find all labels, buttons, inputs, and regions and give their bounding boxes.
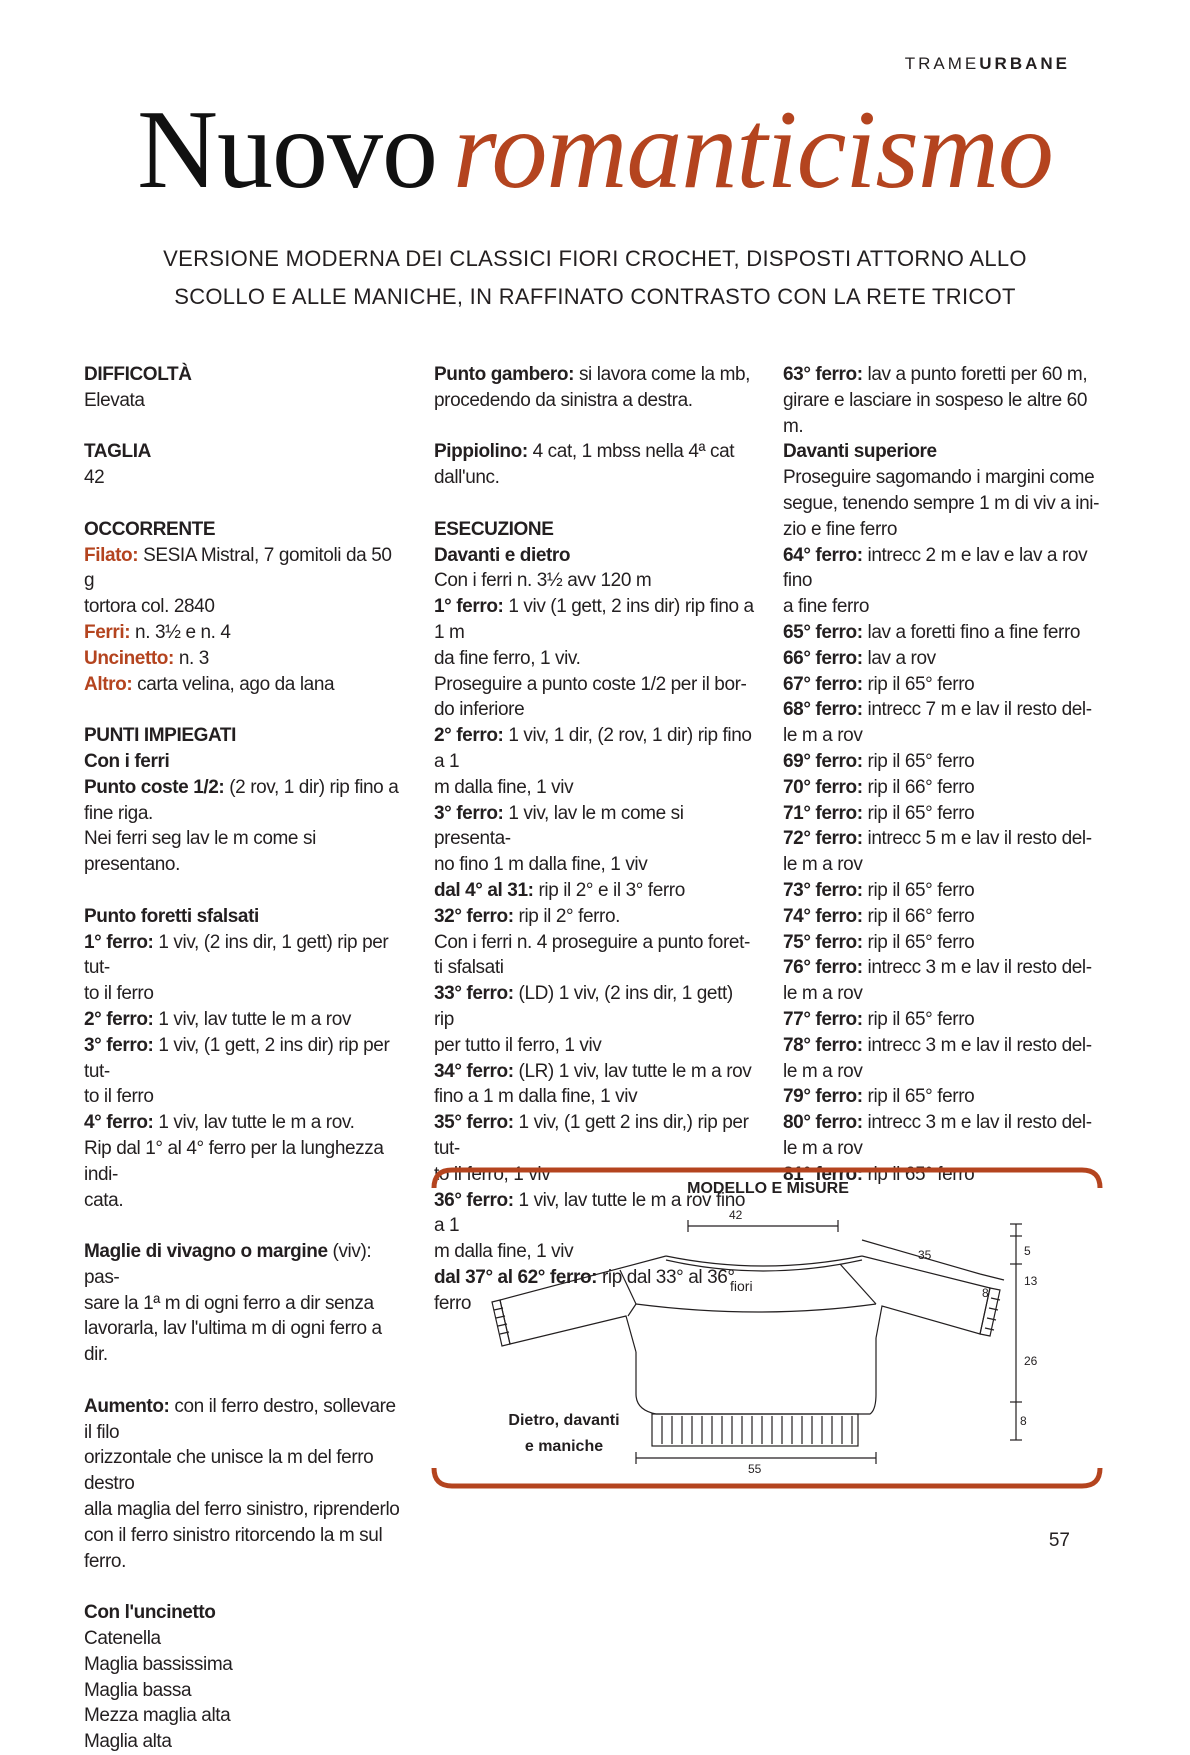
labeled-line — [783, 362, 1105, 388]
spacer — [84, 697, 406, 723]
line-label: Maglie di vivagno o margine — [84, 1241, 328, 1263]
body-line: Rip dal 1° al 4° ferro per la lunghezza indi- — [84, 1137, 384, 1185]
line-text: rip il 2° ferro. — [513, 905, 621, 927]
line-text: intrecc 3 m e lav il resto del- — [862, 957, 1092, 979]
section-tag-light: TRAME — [904, 54, 980, 73]
line-label: 3° ferro: — [84, 1034, 154, 1056]
labeled-line — [434, 362, 756, 388]
labeled-line — [434, 981, 756, 1033]
section-heading: Punto foretti sfalsati — [84, 905, 259, 927]
measure-8: 8 — [1020, 1414, 1027, 1428]
body-line: le m a rov — [783, 983, 863, 1005]
section-heading: PUNTI IMPIEGATI — [84, 725, 236, 747]
line-label: 36° ferro: — [434, 1189, 514, 1211]
line-text: carta velina, ago da lana — [132, 673, 335, 695]
line-label: 67° ferro: — [783, 673, 863, 695]
line-text: con il ferro destro, sollevare il filo — [84, 1395, 396, 1443]
labeled-line — [783, 697, 1105, 723]
body-line: segue, tenendo sempre 1 m di viv a ini- — [783, 492, 1100, 514]
line-label: Punto coste 1/2: — [84, 776, 225, 798]
measure-13: 13 — [1024, 1274, 1038, 1288]
line-label: dal 37° al 62° ferro: — [434, 1266, 598, 1288]
body-line: Maglia bassa — [84, 1679, 192, 1701]
line-text: 4 cat, 1 mbss nella 4ª cat — [527, 441, 735, 463]
line-text: rip il 65° ferro — [862, 673, 975, 695]
labeled-line — [434, 878, 756, 904]
line-label: 63° ferro: — [783, 364, 863, 385]
body-line: zio e fine ferro — [783, 518, 897, 540]
line-label: 32° ferro: — [434, 905, 514, 927]
spacer — [84, 414, 406, 440]
labeled-line — [434, 801, 756, 853]
labeled-line — [783, 801, 1105, 827]
line-text: rip il 2° e il 3° ferro — [533, 879, 685, 901]
line-text: (LR) 1 viv, lav tutte le m a rov — [513, 1060, 752, 1082]
line-label: 74° ferro: — [783, 905, 863, 927]
title-part1: Nuovo — [137, 88, 438, 212]
line-text: 1 viv, lav tutte le m a rov — [153, 1008, 351, 1030]
body-line: ti sfalsati — [434, 957, 504, 979]
labeled-line — [84, 930, 406, 982]
labeled-line — [84, 646, 406, 672]
line-label: Aumento: — [84, 1395, 170, 1417]
line-label: 69° ferro: — [783, 750, 863, 772]
body-line: to il ferro — [84, 983, 154, 1005]
bottom-width-label: 55 — [748, 1462, 762, 1476]
spacer — [434, 491, 756, 517]
spacer — [84, 1574, 406, 1600]
frame-bottom — [434, 1468, 1100, 1486]
neck-width-label: 42 — [729, 1208, 743, 1222]
line-text: rip dal 33° al 36° ferro — [434, 1266, 735, 1314]
line-label: 65° ferro: — [783, 621, 863, 643]
spacer — [84, 1213, 406, 1239]
line-text: rip il 66° ferro — [862, 776, 975, 798]
line-text: n. 3½ e n. 4 — [130, 621, 231, 643]
labeled-line — [783, 1110, 1105, 1136]
line-label: 78° ferro: — [783, 1034, 863, 1056]
line-text: (LD) 1 viv, (2 ins dir, 1 gett) rip — [434, 983, 733, 1030]
body-line: Proseguire a punto coste 1/2 per il bor- — [434, 673, 747, 695]
body-line: con il ferro sinistro ritorcendo la m sul ferro. — [84, 1524, 383, 1572]
page-title — [0, 88, 1190, 212]
line-text: 1 viv, 1 dir, (2 rov, 1 dir) rip fino a 1 — [434, 725, 752, 772]
section-heading: Davanti e dietro — [434, 544, 571, 566]
labeled-line — [783, 930, 1105, 956]
labeled-line — [434, 439, 756, 465]
line-label: 3° ferro: — [434, 802, 504, 824]
labeled-line — [783, 775, 1105, 801]
labeled-line — [434, 594, 756, 646]
line-text: rip il 65° ferro — [862, 802, 975, 824]
line-text: 1 viv, (1 gett 2 ins dir,) rip per tut- — [434, 1112, 749, 1159]
labeled-line — [783, 620, 1105, 646]
line-text: n. 3 — [173, 647, 209, 669]
line-label: Filato: — [84, 544, 139, 566]
section-heading: OCCORRENTE — [84, 518, 216, 540]
line-label: 1° ferro: — [84, 931, 154, 953]
line-text: 1 viv, lav tutte le m a rov fino a 1 — [434, 1189, 746, 1237]
subtitle — [90, 240, 1100, 316]
body-line: le m a rov — [783, 1137, 863, 1159]
body-line: da fine ferro, 1 viv. — [434, 647, 581, 669]
line-text: 1 viv (1 gett, 2 ins dir) rip fino a 1 m — [434, 596, 754, 643]
sleeve-length-label: 35 — [918, 1248, 932, 1262]
line-text: intrecc 3 m e lav il resto del- — [862, 1112, 1092, 1134]
labeled-line — [783, 1084, 1105, 1110]
body-line: Maglia alta — [84, 1731, 172, 1753]
subtitle-line1: VERSIONE MODERNA DEI CLASSICI FIORI CROCHET, DISPOSTI ATTORNO ALLO — [163, 246, 1027, 271]
body-line: to il ferro — [84, 1086, 154, 1108]
body-line: sare la 1ª m di ogni ferro a dir senza — [84, 1292, 374, 1314]
right-sleeve — [862, 1256, 990, 1338]
line-text: 1 viv, lav tutte le m a rov. — [153, 1112, 355, 1134]
measure-26: 26 — [1024, 1354, 1038, 1368]
line-text: SESIA Mistral, 7 gomitoli da 50 g — [84, 544, 392, 592]
labeled-line — [783, 1033, 1105, 1059]
line-text: intrecc 5 m e lav il resto del- — [862, 828, 1092, 850]
labeled-line — [84, 1394, 406, 1446]
body-line: cata. — [84, 1189, 124, 1211]
body-line: le m a rov — [783, 854, 863, 876]
diagram-caption — [494, 1408, 634, 1460]
body-line: m dalla fine, 1 viv — [434, 1241, 574, 1263]
body-line: do inferiore — [434, 699, 525, 721]
line-label: dal 4° al 31: — [434, 879, 534, 901]
body-line: 42 — [84, 467, 105, 489]
body-line: fine riga. — [84, 802, 153, 824]
labeled-line — [783, 1007, 1105, 1033]
line-label: 2° ferro: — [84, 1008, 154, 1030]
body-line: Mezza maglia alta — [84, 1705, 231, 1727]
line-text: lav a foretti fino a fine ferro — [862, 621, 1081, 643]
pattern-diagram — [430, 1164, 1106, 1498]
body-line: per tutto il ferro, 1 viv — [434, 1034, 602, 1056]
labeled-line — [783, 878, 1105, 904]
labeled-line — [84, 1110, 406, 1136]
body-line: lavorarla, lav l'ultima m di ogni ferro a dir. — [84, 1318, 382, 1366]
section-tag — [905, 54, 1070, 74]
column-3 — [783, 362, 1105, 1188]
spacer — [84, 1368, 406, 1394]
body-line: Catenella — [84, 1628, 161, 1650]
section-heading: Con l'uncinetto — [84, 1602, 216, 1624]
page-number: 57 — [1048, 1530, 1070, 1551]
spacer — [434, 414, 756, 440]
section-heading: Davanti superiore — [783, 441, 937, 463]
line-label: Ferri: — [84, 621, 131, 643]
body-line: le m a rov — [783, 725, 863, 747]
title-part2: romanticismo — [453, 88, 1053, 212]
caption-line2: e maniche — [524, 1438, 604, 1455]
line-text: si lavora come la mb, — [574, 364, 751, 385]
line-label: Uncinetto: — [84, 647, 174, 669]
line-label: 79° ferro: — [783, 1086, 863, 1108]
line-text: 1 viv, (2 ins dir, 1 gett) rip per tut- — [84, 931, 389, 979]
line-text: rip il 65° ferro — [862, 1163, 975, 1185]
body-line: Maglia bassissima — [84, 1653, 233, 1675]
line-text: rip il 65° ferro — [862, 931, 975, 953]
line-text: intrecc 7 m e lav il resto del- — [862, 699, 1092, 721]
line-text: 1 viv, lav le m come si presenta- — [434, 802, 684, 850]
line-label: 77° ferro: — [783, 1008, 863, 1030]
line-label: Punto gambero: — [434, 364, 575, 385]
line-text: rip il 65° ferro — [862, 1086, 975, 1108]
line-text: rip il 65° ferro — [862, 750, 975, 772]
yoke-boundary — [636, 1304, 876, 1312]
labeled-line — [434, 723, 756, 775]
line-label: 34° ferro: — [434, 1060, 514, 1082]
labeled-line — [783, 904, 1105, 930]
labeled-line — [84, 1033, 406, 1085]
line-label: Altro: — [84, 673, 133, 695]
body-line: Con i ferri n. 3½ avv 120 m — [434, 570, 652, 592]
body-line: Elevata — [84, 389, 145, 411]
section-heading: DIFFICOLTÀ — [84, 364, 192, 385]
labeled-line — [434, 904, 756, 930]
line-label: 80° ferro: — [783, 1112, 863, 1134]
flowers-label: fiori — [730, 1278, 753, 1294]
waistband — [652, 1414, 858, 1446]
line-label: 68° ferro: — [783, 699, 863, 721]
labeled-line — [783, 749, 1105, 775]
body-line: girare e lasciare in sospeso le altre 60 m. — [783, 389, 1088, 437]
labeled-line — [84, 1007, 406, 1033]
body-line: tortora col. 2840 — [84, 596, 215, 618]
labeled-line — [783, 543, 1105, 595]
section-heading: TAGLIA — [84, 441, 151, 463]
line-label: 64° ferro: — [783, 544, 863, 566]
body-outline — [636, 1338, 876, 1414]
labeled-line — [783, 646, 1105, 672]
labeled-line — [434, 1110, 756, 1162]
line-text: rip il 66° ferro — [862, 905, 975, 927]
line-text: lav a punto foretti per 60 m, — [862, 364, 1088, 385]
column-1 — [84, 362, 406, 1755]
line-text: intrecc 2 m e lav e lav a rov fino — [783, 544, 1088, 592]
line-label: 73° ferro: — [783, 879, 863, 901]
body-line: m dalla fine, 1 viv — [434, 776, 574, 798]
line-label: 2° ferro: — [434, 725, 504, 747]
subtitle-line2: SCOLLO E ALLE MANICHE, IN RAFFINATO CONTRASTO CON LA RETE TRICOT — [174, 284, 1016, 309]
body-line: Nei ferri seg lav le m come si presentano. — [84, 828, 316, 876]
line-text: lav a rov — [862, 647, 936, 669]
line-text: rip il 65° ferro — [862, 1008, 975, 1030]
body-line: Con i ferri n. 4 proseguire a punto foret- — [434, 931, 750, 953]
line-label: 4° ferro: — [84, 1112, 154, 1134]
line-label: Pippiolino: — [434, 441, 528, 463]
diagram-title: MODELLO E MISURE — [687, 1180, 849, 1197]
line-label: 76° ferro: — [783, 957, 863, 979]
labeled-line — [783, 672, 1105, 698]
line-label: 1° ferro: — [434, 596, 504, 618]
labeled-line — [84, 543, 406, 595]
line-text: (viv): pas- — [84, 1241, 372, 1288]
body-line: a fine ferro — [783, 596, 870, 618]
section-tag-bold: URBANE — [979, 54, 1070, 73]
body-line: fino a 1 m dalla fine, 1 viv — [434, 1086, 638, 1108]
body-line: to il ferro, 1 viv — [434, 1163, 551, 1185]
labeled-line — [783, 826, 1105, 852]
line-text: 1 viv, (1 gett, 2 ins dir) rip per tut- — [84, 1034, 390, 1082]
section-heading: ESECUZIONE — [434, 518, 554, 540]
line-label: 33° ferro: — [434, 983, 514, 1005]
body-line: alla maglia del ferro sinistro, riprenderlo — [84, 1499, 400, 1521]
body-line: dall'unc. — [434, 467, 500, 489]
line-text: rip il 65° ferro — [862, 879, 975, 901]
line-text: intrecc 3 m e lav il resto del- — [862, 1034, 1092, 1056]
line-label: 75° ferro: — [783, 931, 863, 953]
line-label: 81° ferro: — [783, 1163, 863, 1185]
section-heading: Con i ferri — [84, 750, 170, 772]
measure-5: 5 — [1024, 1244, 1031, 1258]
line-label: 35° ferro: — [434, 1112, 514, 1134]
labeled-line — [84, 672, 406, 698]
labeled-line — [434, 1059, 756, 1085]
spacer — [84, 878, 406, 904]
body-line: procedendo da sinistra a destra. — [434, 389, 693, 411]
line-label: 66° ferro: — [783, 647, 863, 669]
cuff-label: 8 — [982, 1286, 989, 1300]
line-label: 71° ferro: — [783, 802, 863, 824]
left-cuff — [492, 1300, 510, 1346]
body-line: no fino 1 m dalla fine, 1 viv — [434, 854, 648, 876]
caption-line1: Dietro, davanti — [508, 1412, 620, 1429]
body-line: le m a rov — [783, 1060, 863, 1082]
labeled-line — [84, 620, 406, 646]
left-sleeve — [500, 1256, 666, 1352]
line-text: (2 rov, 1 dir) rip fino a — [224, 776, 399, 798]
body-line: Proseguire sagomando i margini come — [783, 467, 1095, 489]
labeled-line — [84, 775, 406, 801]
line-label: 72° ferro: — [783, 828, 863, 850]
neckline — [666, 1256, 862, 1266]
spacer — [84, 491, 406, 517]
labeled-line — [783, 955, 1105, 981]
line-label: 70° ferro: — [783, 776, 863, 798]
body-line: orizzontale che unisce la m del ferro destro — [84, 1447, 374, 1495]
labeled-line — [84, 1239, 406, 1291]
